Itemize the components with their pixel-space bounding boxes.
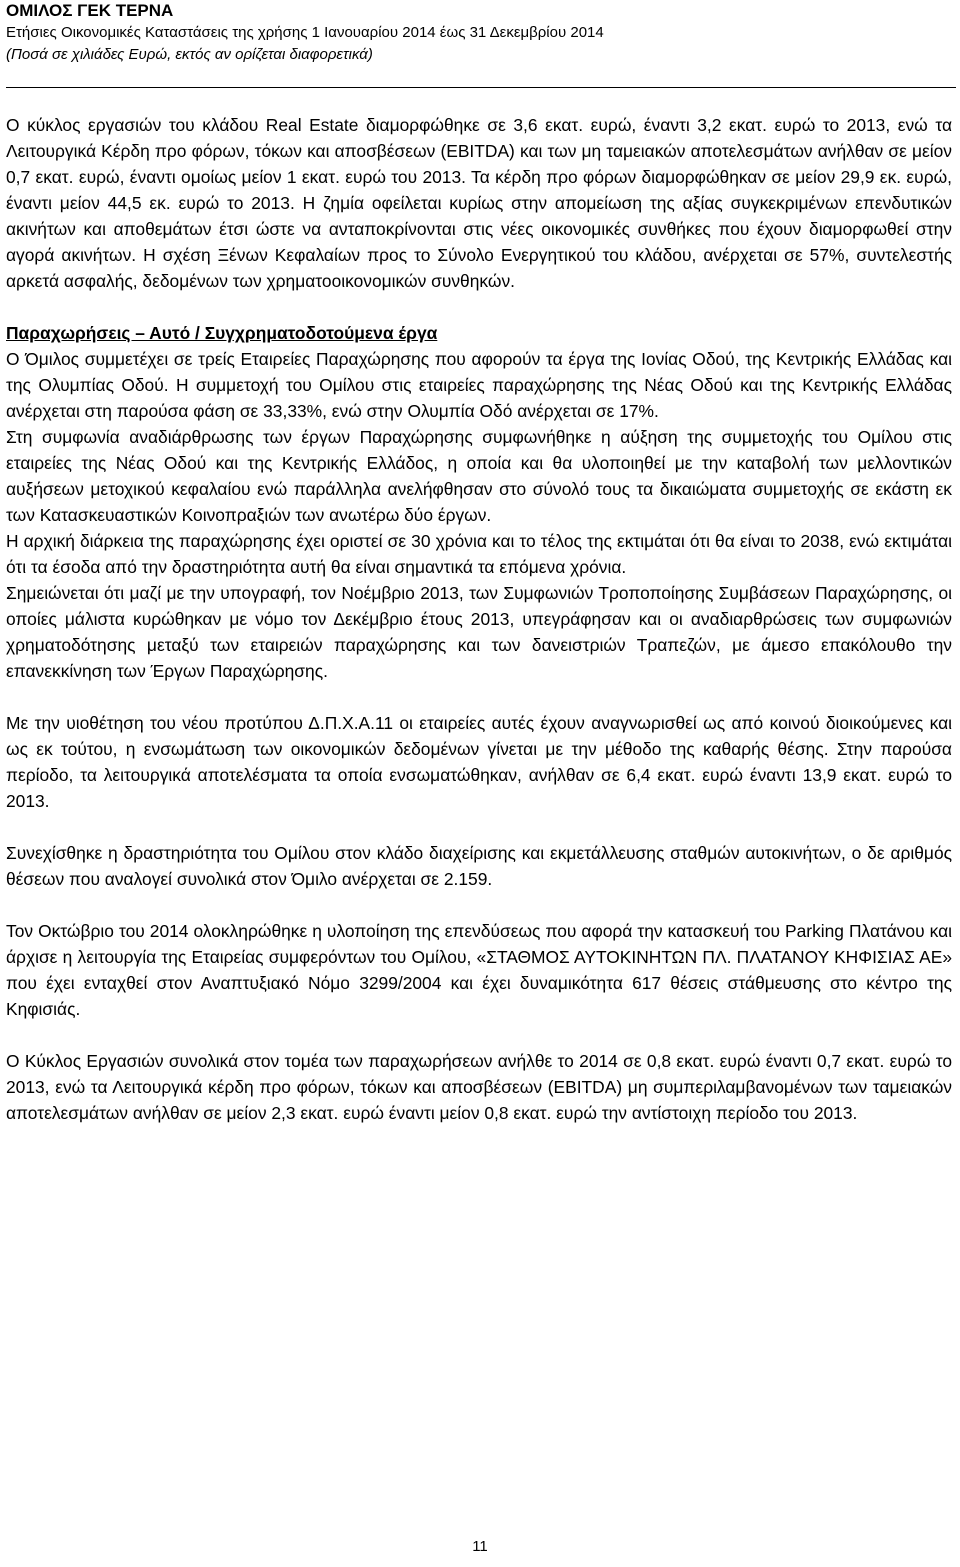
company-name: ΟΜΙΛΟΣ ΓΕΚ ΤΕΡΝΑ [6, 1, 174, 20]
paragraph-concessions-participation: Ο Όμιλος συμμετέχει σε τρείς Εταιρείες Παραχώρησης που αφορούν τα έργα της Ιονίας Οδού, της Κεντρικής Ελλάδας και της Ολυμπίας Οδού. Η συμμετοχή του Ομίλου στις εταιρείες παραχώρησης της Νέας Οδού και της Κεντρικής Ελλάδας ανέρχεται στη παρούσα φάση σε 33,33%, ενώ στην Ολυμπία Οδό ανέρχεται σε 17%. [6, 349, 952, 421]
paragraph-real-estate: Ο κύκλος εργασιών του κλάδου Real Estate διαμορφώθηκε σε 3,6 εκατ. ευρώ, έναντι 3,2 εκατ. ευρώ το 2013, ενώ τα Λειτουργικά Κέρδη προ φόρων, τόκων και αποσβέσεων (EBITDA) και των μη ταμειακών αποτελεσμάτων ανήλθαν σε μείον 0,7 εκατ. ευρώ, έναντι ομοίως μείον 1 εκατ. ευρώ του 2013. Τα κέρδη προ φόρων διαμορφώθηκαν σε μείον 29,9 εκ. ευρώ, έναντι μείον 44,5 εκ. ευρώ το 2013. Η ζημία οφείλεται κυρίως στην απομείωση της αξίας συγκεκριμένων επενδυτικών ακινήτων και αποθεμάτων έτσι ώστε να ανταποκρίνονται στις νέες οικονομικές συνθήκες που έχουν διαμορφωθεί στην αγορά ακινήτων. Η σχέση Ξένων Κεφαλαίων προς το Σύνολο Ενεργητικού του κλάδου, ανέρχεται σε 57%, συντελεστής αρκετά ασφαλής, δεδομένων των χρηματοοικονομικών συνθηκών. [6, 115, 952, 291]
paragraph-spacer [6, 814, 952, 840]
paragraph-restructuring-agreement: Στη συμφωνία αναδιάρθρωσης των έργων Παραχώρησης συμφωνήθηκε η αύξηση της συμμετοχής του Ομίλου στις εταιρείες της Νέας Οδού και της Κεντρικής Ελλάδος, η οποία και θα υλοποιηθεί με την καταβολή των μελλοντικών αυξήσεων μετοχικού κεφαλαίου ενώ παράλληλα ανελήφθησαν στο σύνολό τους τα δικαιώματα συμμετοχής σε εκάστη εκ των Κατασκευαστικών Κοινοπραξιών των ανωτέρω δύο έργων. [6, 427, 952, 525]
page-number: 11 [472, 1538, 488, 1555]
paragraph-spacer [6, 684, 952, 710]
paragraph-concession-duration: Η αρχική διάρκεια της παραχώρησης έχει οριστεί σε 30 χρόνια και το τέλος της εκτιμάται ότι θα είναι το 2038, ενώ εκτιμάται ότι τα έσοδα από την δραστηριότητα αυτή θα είναι σημαντικά τα επόμενα χρόνια. [6, 531, 952, 577]
paragraph-platanos-parking: Τον Οκτώβριο του 2014 ολοκληρώθηκε η υλοποίηση της επενδύσεως που αφορά την κατασκευή του Parking Πλατάνου και άρχισε η λειτουργία της Εταιρείας συμφερόντων του Ομίλου, «ΣΤΑΘΜΟΣ ΑΥΤΟΚΙΝΗΤΩΝ ΠΛ. ΠΛΑΤΑΝΟΥ ΚΗΦΙΣΙΑΣ ΑΕ» που έχει ενταχθεί στον Αναπτυξιακό Νόμο 3299/2004 και έχει δυναμικότητα 617 θέσεις στάθμευσης στο κέντρο της Κηφισιάς. [6, 921, 952, 1019]
paragraph-spacer [6, 1022, 952, 1048]
amounts-note: (Ποσά σε χιλιάδες Ευρώ, εκτός αν ορίζεται διαφορετικά) [6, 46, 373, 63]
report-subtitle: Ετήσιες Οικονομικές Καταστάσεις της χρήσης 1 Ιανουαρίου 2014 έως 31 Δεκεμβρίου 2014 [6, 24, 604, 41]
section-title-concessions: Παραχωρήσεις – Αυτό / Συγχρηματοδοτούμενα έργα [6, 323, 438, 343]
paragraph-contract-amendments: Σημειώνεται ότι μαζί με την υπογραφή, τον Νοέμβριο 2013, των Συμφωνιών Τροποποίησης Συμβάσεων Παραχώρησης, οι οποίες μάλιστα κυρώθηκαν με νόμο τον Δεκέμβριο έτους 2013, υπεγράφησαν και οι αναδιαρθρώσεις των συμφωνιών χρηματοδότησης μεταξύ των εταιρειών παραχώρησης και των δανειστριών Τραπεζών, με άμεσο επακόλουθο την επανεκκίνηση των Έργων Παραχώρησης. [6, 583, 952, 681]
document-header [6, 0, 956, 66]
paragraph-concessions-results: Ο Κύκλος Εργασιών συνολικά στον τομέα των παραχωρήσεων ανήλθε το 2014 σε 0,8 εκατ. ευρώ έναντι 0,7 εκατ. ευρώ το 2013, ενώ τα Λειτουργικά κέρδη προ φόρων, τόκων και αποσβέσεων (EBITDA) μη συμπεριλαμβανομένων των ταμειακών αποτελεσμάτων ανήλθαν σε μείον 2,3 εκατ. ευρώ έναντι μείον 0,8 εκατ. ευρώ την αντίστοιχη περίοδο του 2013. [6, 1051, 952, 1123]
paragraph-parking-activity: Συνεχίσθηκε η δραστηριότητα του Ομίλου στον κλάδο διαχείρισης και εκμετάλλευσης σταθμών αυτοκινήτων, ο δε αριθμός θέσεων που αναλογεί συνολικά στον Όμιλο ανέρχεται σε 2.159. [6, 843, 952, 889]
paragraph-spacer [6, 892, 952, 918]
document-body [6, 112, 952, 1126]
header-rule [6, 87, 956, 88]
paragraph-ifrs11: Με την υιοθέτηση του νέου προτύπου Δ.Π.Χ.Α.11 οι εταιρείες αυτές έχουν αναγνωρισθεί ως από κοινού διοικούμενες και ως εκ τούτου, η ενσωμάτωση των οικονομικών δεδομένων γίνεται με την μέθοδο της καθαρής θέσης. Στην παρούσα περίοδο, τα λειτουργικά αποτελέσματα τα οποία ενσωματώθηκαν, ανήλθαν σε 6,4 εκατ. ευρώ έναντι 13,9 εκατ. ευρώ το 2013. [6, 713, 952, 811]
paragraph-spacer [6, 294, 952, 320]
